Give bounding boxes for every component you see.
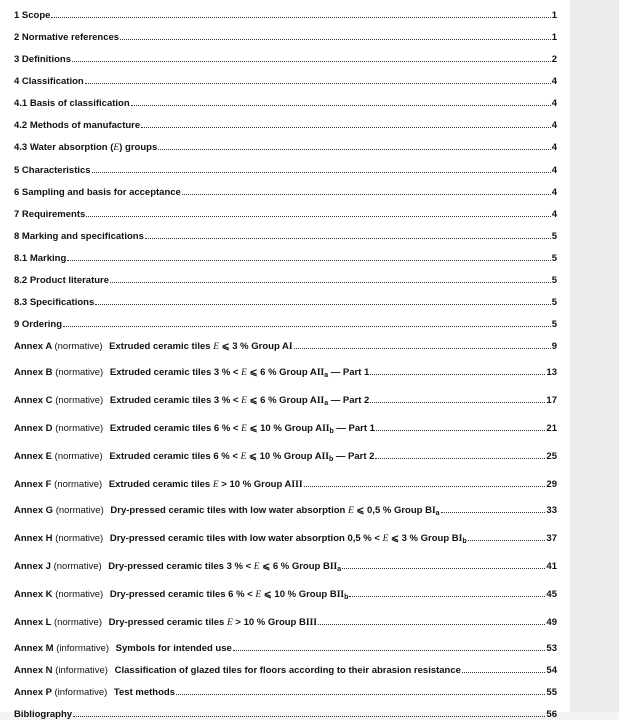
group-subscript: a [337,566,342,573]
math-symbol: E [347,506,354,516]
toc-entry-bibliography[interactable] [14,709,557,720]
dot-leader [92,165,551,173]
toc-page-number: 2 [551,54,557,65]
title-text: Dry-pressed ceramic tiles 3 % < [108,561,254,572]
title-text: Extruded ceramic tiles [108,479,213,490]
group-roman: II [321,452,329,462]
dot-leader [182,187,551,195]
annex-kind: (normative) [54,451,103,462]
toc-entry-title [14,665,461,676]
annex-kind: (normative) [55,423,104,434]
title-text: Dry-pressed ceramic tiles with low water absorption 0,5 % < [109,533,383,544]
annex-kind: (normative) [54,341,103,352]
toc-page-number: 5 [551,297,557,308]
annex-kind: (normative) [55,395,104,406]
annex-kind: (informative) [55,665,108,676]
annex-label: Annex G [14,505,54,516]
title-text: Test methods [113,687,175,698]
toc-entry-specifications[interactable] [14,297,557,308]
toc-annex-c[interactable] [14,395,557,409]
title-text: ⩽ 6 % Group A [246,395,317,406]
toc-entry-title [14,589,348,603]
group-subscript: b [462,538,467,545]
title-text: ⩽ 3 % Group B [388,533,459,544]
dot-leader [468,533,546,541]
dot-leader [318,617,545,625]
toc-entry-product-literature[interactable] [14,275,557,286]
dot-leader [145,231,551,239]
title-text: — Part 2 [328,395,370,406]
toc-entry-title: 8.3 Specifications [14,297,95,308]
table-of-contents [14,10,557,720]
math-symbol: E [253,562,260,572]
toc-entry-title: 3 Definitions [14,54,72,65]
math-symbol: E [255,590,262,600]
dot-leader [141,120,551,128]
toc-page-number: 4 [551,187,557,198]
toc-page-number: 55 [546,687,557,698]
annex-label: Annex D [14,423,53,434]
title-text: Extruded ceramic tiles 6 % < [109,423,242,434]
toc-page-number: 4 [551,142,557,153]
toc-entry-basis-of-classification[interactable] [14,98,557,109]
title-text: ) groups [119,142,158,153]
toc-page-number: 4 [551,76,557,87]
toc-annex-b[interactable] [14,367,557,381]
group-subscript: b [328,456,334,463]
toc-entry-title [14,142,157,154]
toc-entry-title: 6 Sampling and basis for acceptance [14,187,181,198]
group-roman: I [458,534,463,544]
group-roman: II [329,562,338,572]
math-symbol: E [240,452,247,462]
toc-page-number: 1 [551,10,557,21]
annex-kind: (normative) [55,505,104,516]
toc-page-number: 56 [546,709,557,720]
group-roman: II [336,590,345,600]
toc-entry-definitions[interactable] [14,54,557,65]
toc-page-number: 25 [546,451,557,462]
toc-entry-title: 4.1 Basis of classification [14,98,130,109]
toc-annex-e[interactable] [14,451,557,465]
title-text: Dry-pressed ceramic tiles with low water absorption [110,505,348,516]
annex-label: Annex A [14,341,52,352]
group-subscript: b [344,594,349,601]
title-text: ⩽ 6 % Group B [259,561,330,572]
annex-label: Annex E [14,451,53,462]
dot-leader [375,451,545,459]
annex-kind: (normative) [53,561,102,572]
toc-entry-title [14,687,175,698]
math-symbol: E [382,534,389,544]
title-text: > 10 % Group A [218,479,292,490]
math-symbol: E [213,342,220,352]
annex-label: Annex K [14,589,53,600]
annex-kind: (normative) [54,479,103,490]
toc-entry-title [14,367,369,381]
toc-entry-scope[interactable] [14,10,557,21]
dot-leader [462,665,545,673]
dot-leader [342,561,545,569]
title-text: ⩽ 10 % Group A [246,423,323,434]
dot-leader [294,341,551,349]
toc-page-number: 4 [551,209,557,220]
toc-page-number: 21 [546,423,557,434]
toc-page-number: 37 [546,533,557,544]
toc-page-number: 5 [551,275,557,286]
group-subscript: a [324,372,329,379]
title-text: Extruded ceramic tiles 6 % < [109,451,241,462]
dot-leader [441,505,546,513]
toc-entry-title: 5 Characteristics [14,165,91,176]
title-text: ⩽ 10 % Group B [261,589,337,600]
toc-page-number: 5 [551,319,557,330]
dot-leader [176,687,545,695]
toc-entry-title: 2 Normative references [14,32,120,43]
group-roman: III [291,480,303,490]
toc-annex-f[interactable] [14,479,557,491]
annex-label: Annex L [14,617,52,628]
annex-label: Annex N [14,665,53,676]
toc-page-number: 1 [551,32,557,43]
dot-leader [85,76,551,84]
title-text: > 10 % Group B [232,617,306,628]
toc-page-number: 45 [546,589,557,600]
title-text: Dry-pressed ceramic tiles [108,617,227,628]
toc-entry-title: 8 Marking and specifications [14,231,144,242]
toc-page-number: 13 [546,367,557,378]
dot-leader [304,479,546,487]
dot-leader [51,10,550,18]
toc-entry-methods-of-manufacture[interactable] [14,120,557,131]
toc-page-number: 4 [551,120,557,131]
toc-page-number: 49 [546,617,557,628]
toc-annex-m[interactable] [14,643,557,654]
title-text: Extruded ceramic tiles 3 % < [109,395,242,406]
math-symbol: E [241,396,247,406]
toc-entry-title: 7 Requirements [14,209,86,220]
toc-entry-title [14,617,317,629]
toc-entry-title: 9 Ordering [14,319,63,330]
dot-leader [376,423,545,431]
dot-leader [73,709,545,717]
toc-page-number: 5 [551,253,557,264]
toc-page-number: 29 [546,479,557,490]
dot-leader [95,297,550,305]
annex-label: Annex B [14,367,53,378]
dot-leader [63,319,551,327]
toc-entry-ordering[interactable] [14,319,557,330]
toc-entry-requirements[interactable] [14,209,557,220]
toc-entry-title [14,533,467,547]
toc-entry-title: 1 Scope [14,10,51,21]
annex-kind: (informative) [54,687,108,698]
group-roman: I [288,342,293,352]
toc-entry-title: 8.1 Marking [14,253,67,264]
dot-leader [67,253,550,261]
toc-page-number: 4 [551,165,557,176]
toc-entry-title [14,505,440,519]
annex-kind: (normative) [53,617,102,628]
title-text: Classification of glazed tiles for floors according to their abrasion resistance [114,665,461,676]
toc-annex-g[interactable] [14,505,557,519]
annex-label: Annex J [14,561,51,572]
title-text: ⩽ 3 % Group A [219,341,289,352]
dot-leader [370,395,545,403]
toc-entry-title [14,341,293,353]
toc-annex-l[interactable] [14,617,557,629]
math-symbol: E [241,424,247,434]
toc-entry-title: Bibliography [14,709,73,720]
toc-entry-title [14,451,374,465]
title-text: Extruded ceramic tiles 3 % < [109,367,242,378]
dot-leader [72,54,551,62]
math-symbol: E [241,368,247,378]
toc-entry-marking[interactable] [14,253,557,264]
toc-page-number: 53 [546,643,557,654]
toc-annex-d[interactable] [14,423,557,437]
toc-entry-title: 8.2 Product literature [14,275,110,286]
toc-page-number: 54 [546,665,557,676]
toc-annex-j[interactable] [14,561,557,575]
toc-entry-marking-and-specifications[interactable] [14,231,557,242]
annex-label: Annex P [14,687,52,698]
math-symbol: E [212,480,219,490]
math-symbol: E [113,143,120,153]
toc-entry-title [14,479,303,491]
toc-annex-p[interactable] [14,687,557,698]
title-text: ⩽ 10 % Group A [246,451,322,462]
toc-annex-h[interactable] [14,533,557,547]
toc-annex-k[interactable] [14,589,557,603]
title-text: Symbols for intended use [115,643,232,654]
dot-leader [131,98,551,106]
dot-leader [370,367,545,375]
group-subscript: a [435,510,440,517]
dot-leader [86,209,550,217]
annex-kind: (informative) [56,643,110,654]
title-text: Dry-pressed ceramic tiles 6 % < [109,589,256,600]
group-roman: III [305,618,317,628]
annex-label: Annex H [14,533,53,544]
group-roman: II [322,424,330,434]
group-subscript: b [329,428,334,435]
group-roman: I [431,506,436,516]
title-text: Extruded ceramic tiles [109,341,214,352]
title-text: — Part 1 [333,423,375,434]
annex-kind: (normative) [55,589,104,600]
toc-page-number: 33 [546,505,557,516]
title-text: 4.3 Water absorption ( [14,142,114,153]
toc-entry-water-absorption-groups[interactable] [14,142,557,154]
group-roman: II [316,368,325,378]
group-roman: II [316,396,325,406]
title-text: — Part 1 [328,367,370,378]
toc-entry-title [14,561,341,575]
toc-entry-characteristics[interactable] [14,165,557,176]
toc-entry-title [14,395,369,409]
annex-kind: (normative) [55,367,104,378]
toc-annex-n[interactable] [14,665,557,676]
toc-entry-normative-references[interactable] [14,32,557,43]
toc-entry-sampling[interactable] [14,187,557,198]
annex-label: Annex M [14,643,54,654]
dot-leader [120,32,551,40]
toc-page-number: 4 [551,98,557,109]
title-text: ⩽ 6 % Group A [246,367,317,378]
dot-leader [349,589,545,597]
toc-page-number: 41 [546,561,557,572]
dot-leader [233,643,546,651]
annex-label: Annex C [14,395,53,406]
dot-leader [158,142,550,150]
toc-page-number: 9 [551,341,557,352]
side-panel [570,0,619,712]
toc-page-number: 17 [546,395,557,406]
annex-label: Annex F [14,479,52,490]
group-subscript: a [324,400,329,407]
title-text: ⩽ 0,5 % Group B [353,505,432,516]
toc-page-number: 5 [551,231,557,242]
toc-entry-title: 4.2 Methods of manufacture [14,120,141,131]
toc-entry-classification[interactable] [14,76,557,87]
annex-kind: (normative) [55,533,104,544]
toc-annex-a[interactable] [14,341,557,353]
toc-entry-title: 4 Classification [14,76,84,87]
dot-leader [110,275,551,283]
toc-entry-title [14,423,375,437]
math-symbol: E [226,618,233,628]
title-text: — Part 2 [333,451,375,462]
toc-entry-title [14,643,232,654]
